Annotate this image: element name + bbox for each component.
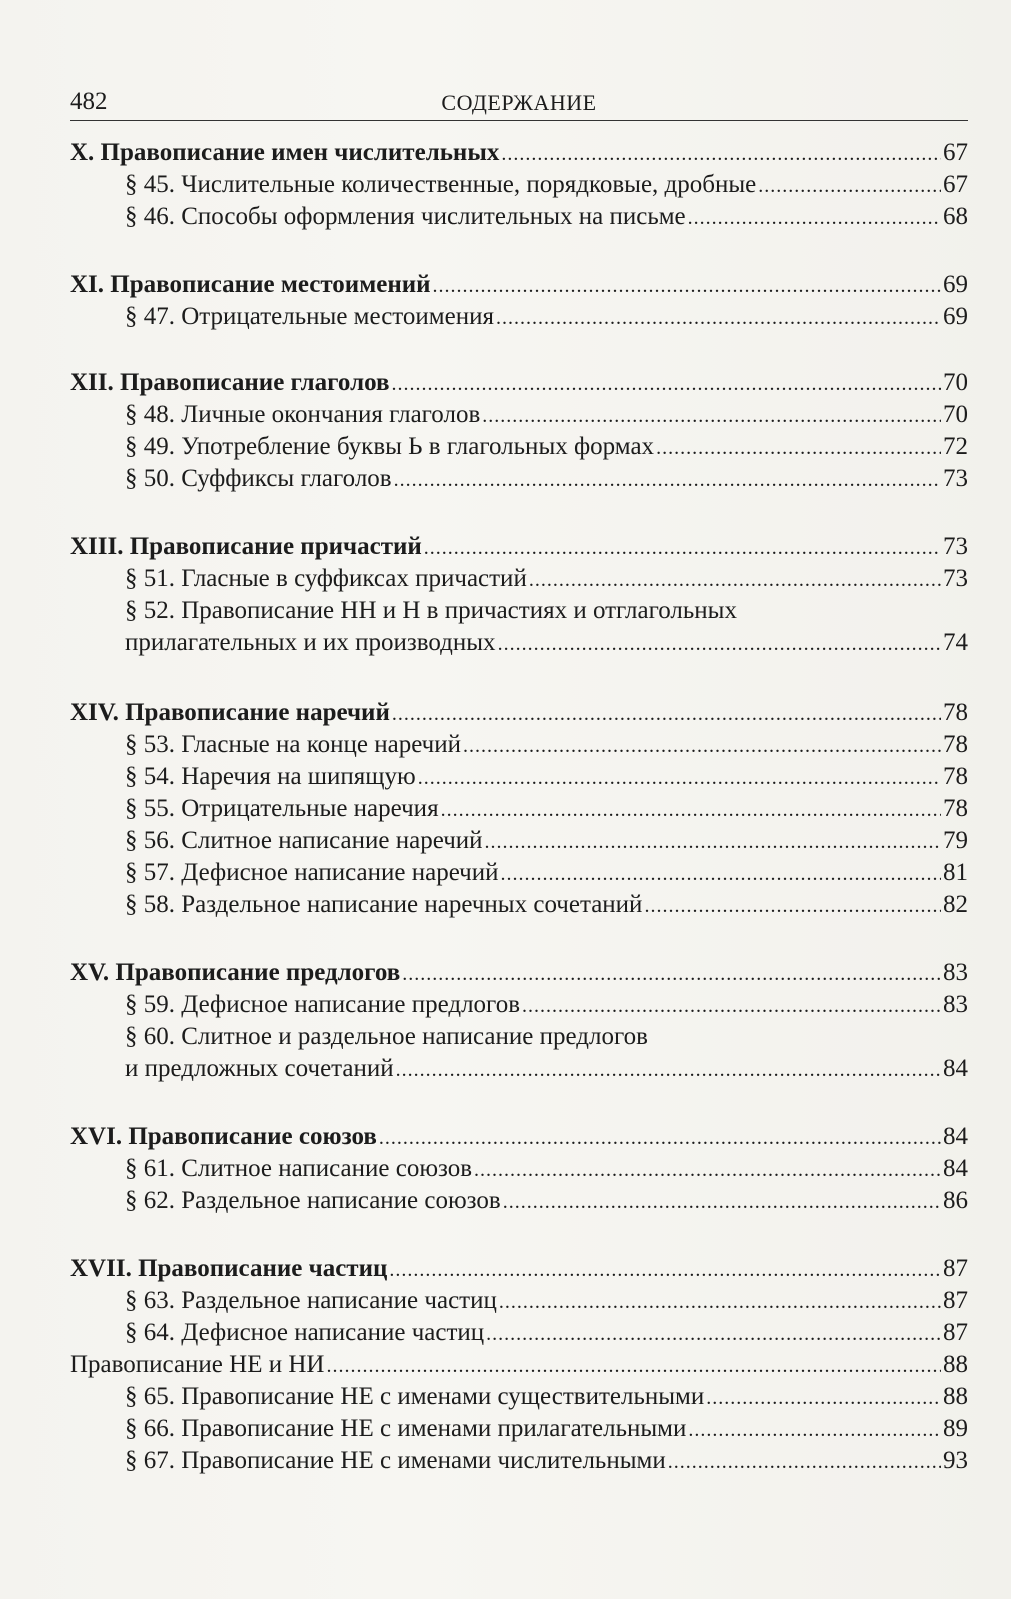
toc-entry-title: XVII. Правописание частиц xyxy=(70,1255,388,1282)
toc-entry xyxy=(125,1185,968,1217)
toc-entry xyxy=(125,463,968,495)
toc-page-number: 67 xyxy=(943,171,968,198)
toc-entry-title: § 62. Раздельное написание союзов xyxy=(125,1187,501,1214)
toc-entry-title: § 49. Употребление буквы Ь в глагольных формах xyxy=(125,433,655,460)
toc-page-number: 78 xyxy=(943,731,968,758)
toc-page-number: 87 xyxy=(943,1255,968,1282)
toc-chapter-entry xyxy=(70,531,968,563)
toc-entry-title: § 45. Числительные количественные, порядковые, дробные xyxy=(125,171,757,198)
toc-entry-title: § 59. Дефисное написание предлогов xyxy=(125,991,520,1018)
toc-page-number: 84 xyxy=(943,1055,968,1082)
toc-page-number: 88 xyxy=(943,1383,968,1410)
toc-entry-title: § 66. Правописание НЕ с именами прилагательными xyxy=(125,1415,687,1442)
toc-entry-title: § 57. Дефисное написание наречий xyxy=(125,859,499,886)
toc-entry-title: § 50. Суффиксы глаголов xyxy=(125,465,392,492)
toc-page-number: 83 xyxy=(943,959,968,986)
toc-entry xyxy=(125,761,968,793)
dot-leader xyxy=(392,697,941,730)
toc-chapter-entry xyxy=(70,697,968,729)
toc-page-number: 73 xyxy=(943,465,968,492)
toc-entry xyxy=(125,1317,968,1349)
toc-page-number: 82 xyxy=(943,891,968,918)
toc-chapter-entry xyxy=(70,137,968,169)
toc-entry-title: § 51. Гласные в суффиксах причастий xyxy=(125,565,527,592)
toc-entry-title: XV. Правописание предлогов xyxy=(70,959,401,986)
toc-page-number: 86 xyxy=(943,1187,968,1214)
toc-entry xyxy=(125,889,968,921)
toc-entry-title: и предложных сочетаний xyxy=(125,1055,394,1082)
dot-leader xyxy=(529,563,941,596)
toc-page-number: 68 xyxy=(943,203,968,230)
toc-page-number: 89 xyxy=(943,1415,968,1442)
dot-leader xyxy=(706,1381,941,1414)
toc-entry-title: § 56. Слитное написание наречий xyxy=(125,827,483,854)
dot-leader xyxy=(496,301,941,334)
toc-entry xyxy=(125,1445,968,1477)
toc-page-number: 70 xyxy=(943,369,968,396)
dot-leader xyxy=(326,1349,941,1382)
toc-entry-title: § 64. Дефисное написание частиц xyxy=(125,1319,485,1346)
dot-leader xyxy=(424,531,941,564)
dot-leader xyxy=(433,269,941,302)
dot-leader xyxy=(498,627,941,660)
dot-leader xyxy=(418,761,941,794)
toc-page-number: 73 xyxy=(943,533,968,560)
toc-entry xyxy=(125,563,968,595)
dot-leader xyxy=(668,1445,941,1478)
toc-entry xyxy=(125,1413,968,1445)
toc-page-number: 78 xyxy=(943,795,968,822)
toc-entry-title: XI. Правописание местоимений xyxy=(70,271,431,298)
dot-leader xyxy=(503,1185,941,1218)
toc-entry-title: § 48. Личные окончания глаголов xyxy=(125,401,481,428)
running-title: СОДЕРЖАНИЕ xyxy=(441,90,597,115)
toc-entry xyxy=(125,399,968,431)
toc-page-number: 83 xyxy=(943,991,968,1018)
toc-chapter-entry xyxy=(70,1121,968,1153)
toc-entry-title: § 67. Правописание НЕ с именами числительными xyxy=(125,1447,666,1474)
dot-leader xyxy=(474,1153,941,1186)
page-number: 482 xyxy=(70,88,108,115)
toc-entry-title: § 46. Способы оформления числительных на письме xyxy=(125,203,686,230)
toc-entry xyxy=(125,793,968,825)
toc-page-number: 70 xyxy=(943,401,968,428)
toc-entry xyxy=(125,1153,968,1185)
toc-entry xyxy=(125,1285,968,1317)
dot-leader xyxy=(379,1121,941,1154)
dot-leader xyxy=(391,367,941,400)
toc-entry xyxy=(125,729,968,761)
toc-entry xyxy=(70,1349,968,1381)
toc-page-number: 74 xyxy=(943,629,968,656)
toc-page-number: 93 xyxy=(943,1447,968,1474)
dot-leader xyxy=(758,169,941,202)
dot-leader xyxy=(463,729,941,762)
toc-page-number: 69 xyxy=(943,303,968,330)
toc-entry-title: § 60. Слитное и раздельное написание предлогов xyxy=(125,1023,648,1050)
toc-page-number: 72 xyxy=(943,433,968,460)
toc-page-number: 79 xyxy=(943,827,968,854)
toc-entry xyxy=(125,825,968,857)
toc-entry-title: § 52. Правописание НН и Н в причастиях и отглагольных xyxy=(125,597,737,624)
toc-entry xyxy=(125,857,968,889)
toc-chapter-entry xyxy=(70,367,968,399)
toc-entry-title: XIV. Правописание наречий xyxy=(70,699,390,726)
toc-entry-title: XIII. Правописание причастий xyxy=(70,533,422,560)
toc-chapter-entry xyxy=(70,957,968,989)
toc-entry xyxy=(125,1381,968,1413)
toc-entry-title: § 55. Отрицательные наречия xyxy=(125,795,439,822)
toc-entry-title: § 54. Наречия на шипящую xyxy=(125,763,416,790)
toc-entry-title: § 63. Раздельное написание частиц xyxy=(125,1287,497,1314)
toc-page-number: 78 xyxy=(943,699,968,726)
toc-entry xyxy=(125,1053,968,1085)
toc-entry xyxy=(125,201,968,233)
toc-page-number: 88 xyxy=(943,1351,968,1378)
toc-page-number: 73 xyxy=(943,565,968,592)
toc-chapter-entry xyxy=(70,1253,968,1285)
toc-page-number: 84 xyxy=(943,1155,968,1182)
toc-entry xyxy=(125,301,968,333)
toc-entry-title: § 58. Раздельное написание наречных сочетаний xyxy=(125,891,643,918)
dot-leader xyxy=(396,1053,941,1086)
toc-entry-title: XVI. Правописание союзов xyxy=(70,1123,377,1150)
toc-page-number: 81 xyxy=(943,859,968,886)
dot-leader xyxy=(656,431,941,464)
toc-entry xyxy=(125,1021,968,1053)
dot-leader xyxy=(688,1413,941,1446)
toc-entry-title: Правописание НЕ и НИ xyxy=(70,1351,325,1378)
toc-entry xyxy=(125,595,968,627)
page-header xyxy=(70,84,968,121)
dot-leader xyxy=(486,1317,941,1350)
dot-leader xyxy=(402,957,941,990)
dot-leader xyxy=(501,857,942,890)
toc-page-number: 67 xyxy=(943,139,968,166)
dot-leader xyxy=(522,989,941,1022)
toc-page-number: 84 xyxy=(943,1123,968,1150)
dot-leader xyxy=(499,1285,941,1318)
dot-leader xyxy=(688,201,941,234)
toc-chapter-entry xyxy=(70,269,968,301)
toc-entry xyxy=(125,169,968,201)
toc-entry-title: § 65. Правописание НЕ с именами существительными xyxy=(125,1383,705,1410)
toc-page-number: 78 xyxy=(943,763,968,790)
toc-entry-title: XII. Правописание глаголов xyxy=(70,369,390,396)
dot-leader xyxy=(644,889,941,922)
toc-entry xyxy=(125,989,968,1021)
toc-entry-title: § 47. Отрицательные местоимения xyxy=(125,303,494,330)
toc-entry xyxy=(125,627,968,659)
toc-page-number: 87 xyxy=(943,1287,968,1314)
dot-leader xyxy=(441,793,941,826)
dot-leader xyxy=(501,137,941,170)
toc-entry-title: § 53. Гласные на конце наречий xyxy=(125,731,461,758)
dot-leader xyxy=(394,463,941,496)
toc-entry-title: X. Правописание имен числительных xyxy=(70,139,500,166)
toc-entry-title: § 61. Слитное написание союзов xyxy=(125,1155,473,1182)
toc-entry-title: прилагательных и их производных xyxy=(125,629,496,656)
dot-leader xyxy=(482,399,941,432)
toc-page-number: 87 xyxy=(943,1319,968,1346)
toc-page-number: 69 xyxy=(943,271,968,298)
dot-leader xyxy=(389,1253,941,1286)
toc-entry xyxy=(125,431,968,463)
dot-leader xyxy=(485,825,941,858)
